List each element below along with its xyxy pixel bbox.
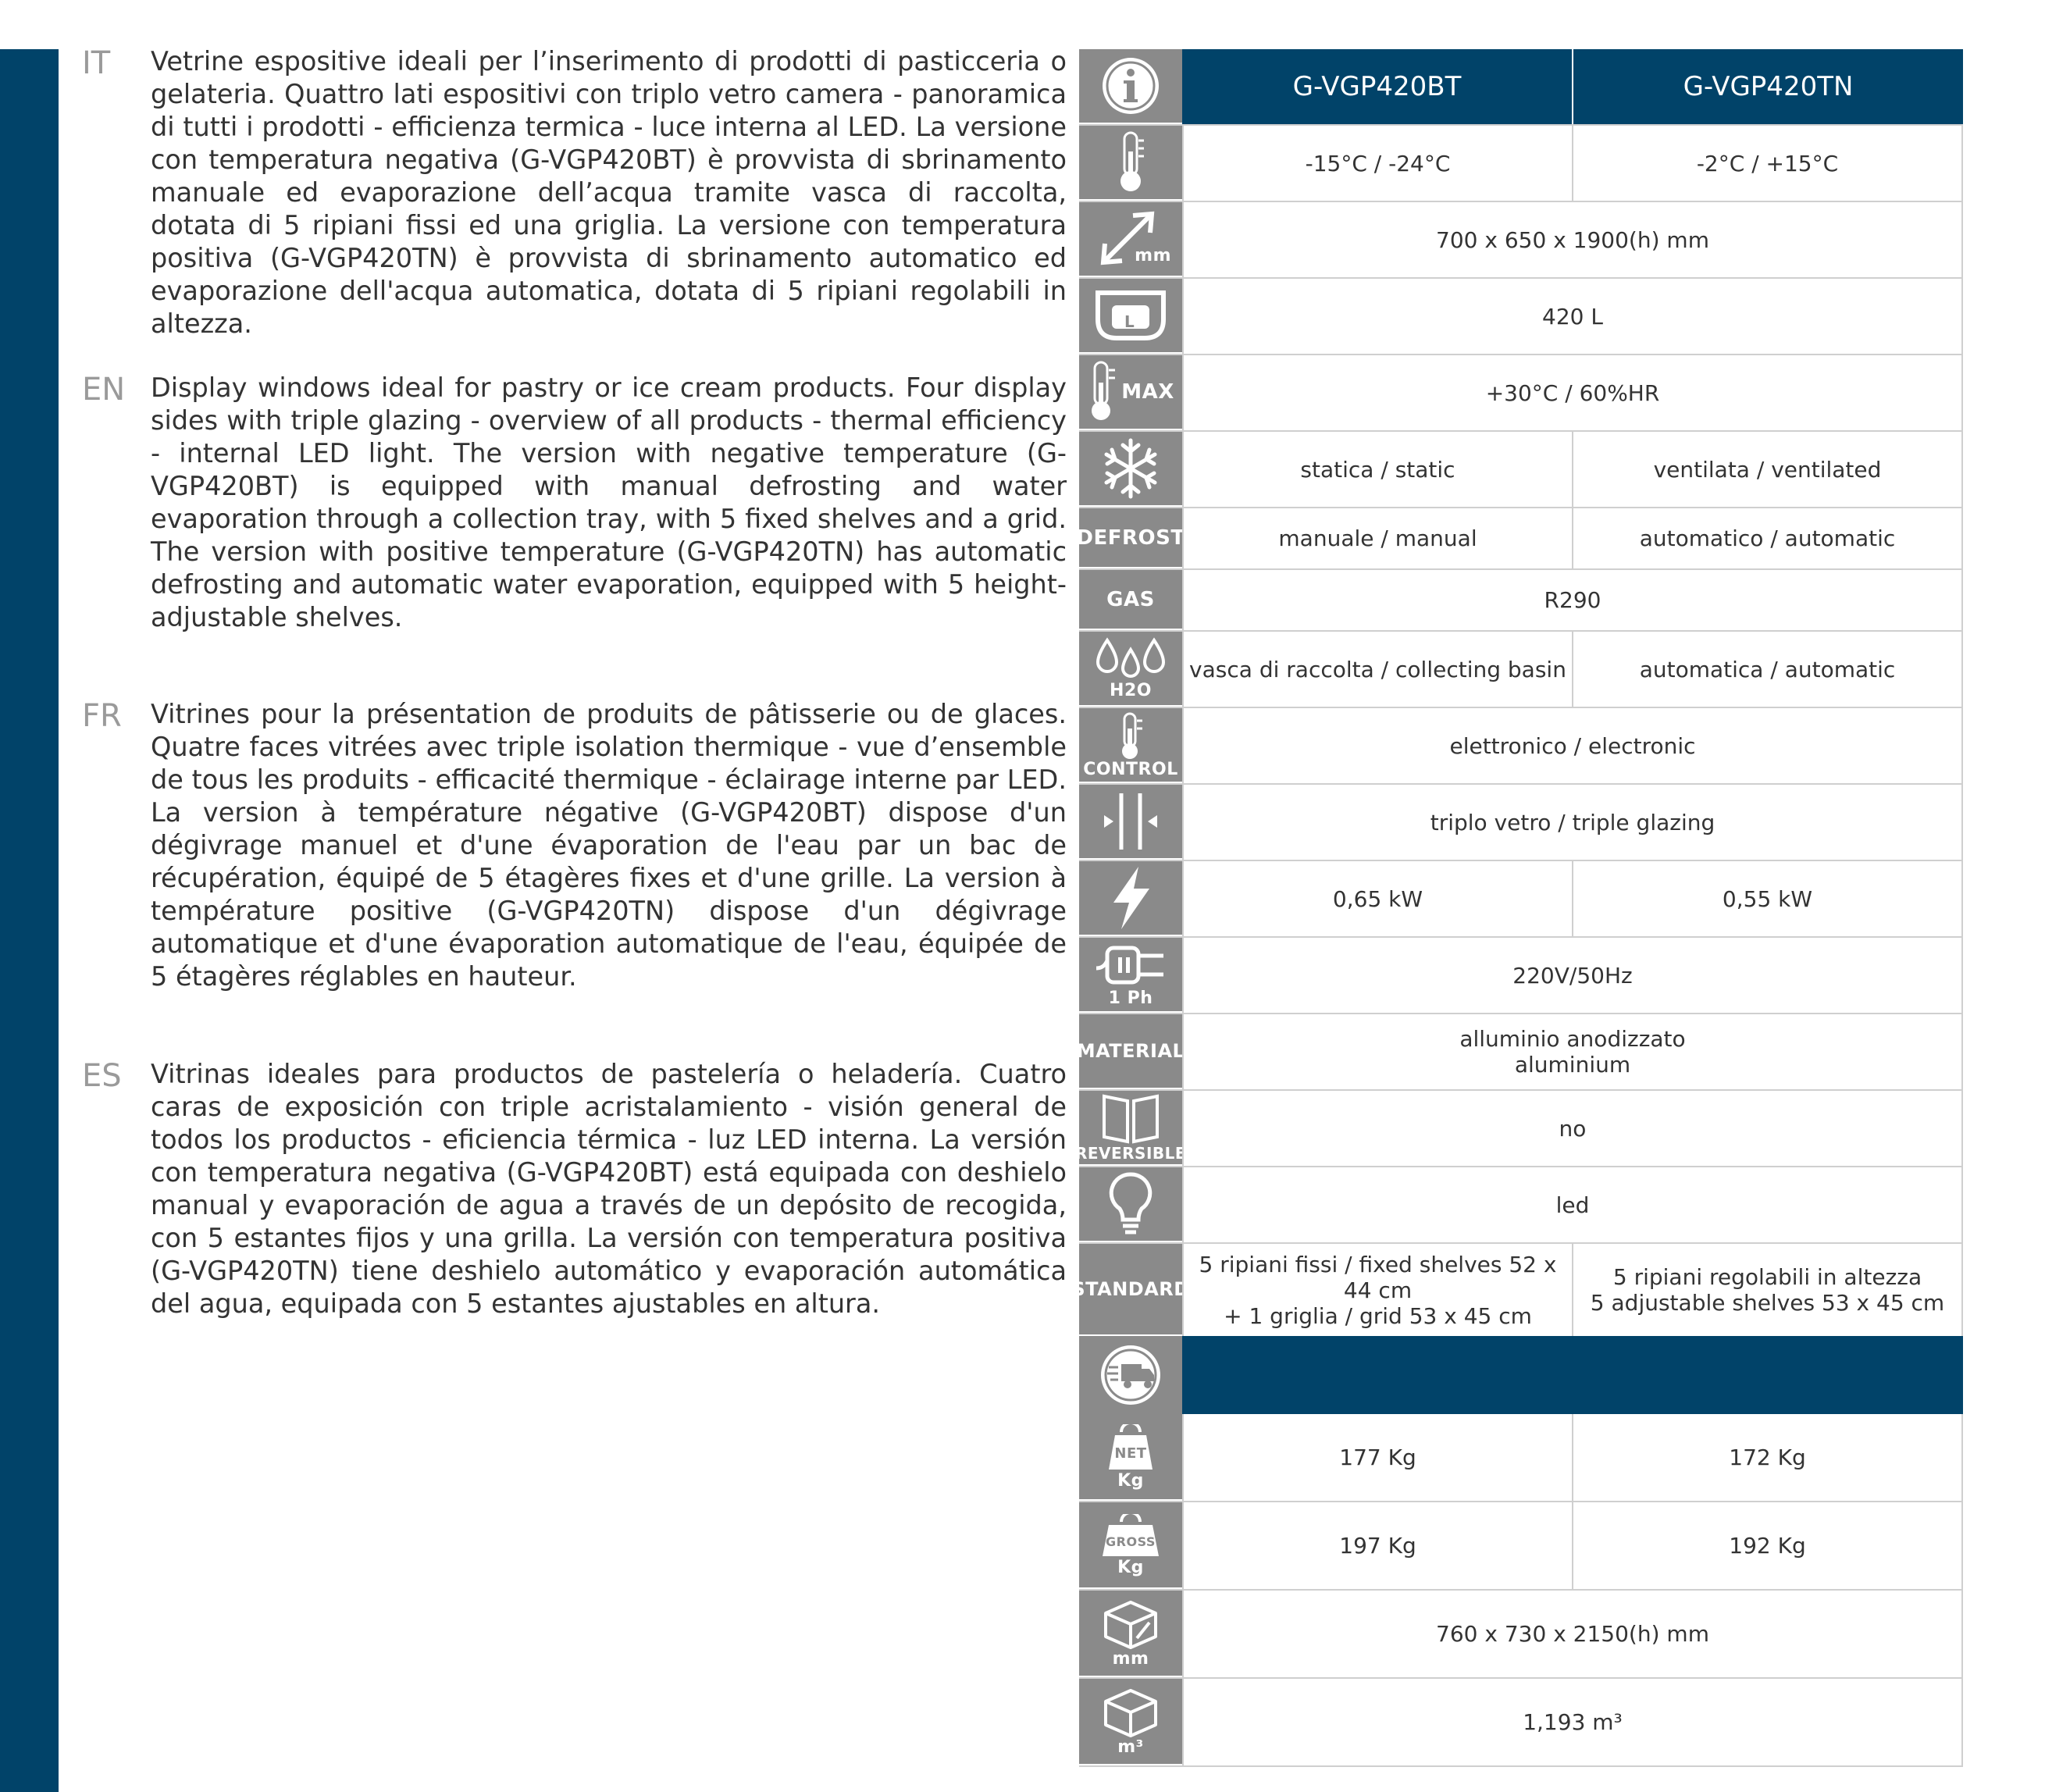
table-row — [1074, 1091, 1963, 1167]
icon-caption: MATERIAL — [1076, 1040, 1185, 1062]
shipping-band-fill — [1182, 1336, 1963, 1414]
spec-value: +30°C / 60%HR — [1182, 355, 1963, 430]
defrost-label — [1076, 508, 1185, 568]
glazing-icon — [1079, 785, 1182, 860]
icon-caption: H2O — [1110, 681, 1152, 700]
gas-label — [1079, 570, 1182, 630]
material-label — [1076, 1014, 1185, 1089]
snowflake-icon — [1079, 432, 1182, 507]
table-row — [1079, 1591, 1963, 1679]
plug-icon — [1079, 938, 1182, 1013]
icon-caption: mm — [1135, 246, 1171, 265]
spec-value: 700 x 650 x 1900(h) mm — [1182, 202, 1963, 277]
table-header-row — [1079, 49, 1963, 126]
control-icon — [1079, 708, 1182, 783]
spec-value: automatico / automatic — [1573, 508, 1963, 568]
table-row — [1079, 1167, 1963, 1244]
table-row — [1079, 861, 1963, 938]
description-paragraph: Display windows ideal for pastry or ice cream products. Four display sides with triple glazing - overview of all products - thermal efficiency - internal LED light. The version with negative temperature (G-VGP420BT) is equipped with manual defrosting and water evaporation through a collection tray, with 5 fixed shelves and a grid. The version with positive temperature (G-VGP420TN) has automatic defrosting and automatic water evaporation, equipped with 5 height-adjustable shelves. — [151, 372, 1067, 632]
table-row — [1079, 126, 1963, 202]
weight-badge: NET — [1114, 1445, 1147, 1462]
delivery-truck-icon — [1079, 1336, 1182, 1414]
description-paragraph: Vetrine espositive ideali per l’inserimento di prodotti di pasticceria o gelateria. Quattro lati espositivi con triplo vetro camera - panoramica di tutti i prodotti - efficienza termica - luce interna al LED. La versione con temperatura negativa (G-VGP420BT) è provvista di sbrinamento manuale ed evaporazione dell’acqua tramite vasca di raccolta, dotata di 5 ripiani fissi ed una griglia. La versione con temperatura positiva (G-VGP420TN) è provvista di sbrinamento automatico ed evaporazione dell'acqua automatica, dotata di 5 ripiani regolabili in altezza. — [151, 46, 1067, 339]
net-weight-icon — [1079, 1414, 1182, 1501]
icon-caption: STANDARD — [1071, 1278, 1190, 1300]
spec-value: led — [1182, 1167, 1963, 1242]
spec-value: 5 ripiani regolabili in altezza 5 adjustable shelves 53 x 45 cm — [1573, 1244, 1963, 1336]
language-code: IT — [82, 45, 111, 81]
description-texts — [82, 45, 1067, 1320]
table-row — [1079, 785, 1963, 861]
spec-value: 192 Kg — [1573, 1502, 1963, 1589]
spec-value: manuale / manual — [1182, 508, 1573, 568]
spec-value: 172 Kg — [1573, 1414, 1963, 1501]
language-code: FR — [82, 698, 122, 734]
table-row — [1079, 570, 1963, 632]
table-row — [1076, 1014, 1963, 1091]
spec-value: 0,65 kW — [1182, 861, 1573, 936]
icon-caption: CONTROL — [1083, 760, 1178, 779]
icon-caption: 1 Ph — [1108, 989, 1153, 1008]
capacity-icon — [1079, 279, 1182, 354]
thermometer-icon — [1079, 126, 1182, 201]
icon-caption: L — [1124, 312, 1135, 331]
table-row — [1079, 1679, 1963, 1767]
spec-value: 197 Kg — [1182, 1502, 1573, 1589]
table-row — [1076, 508, 1963, 570]
water-drops-icon — [1079, 632, 1182, 707]
spec-value: alluminio anodizzato aluminium — [1182, 1014, 1963, 1089]
package-dimensions-icon — [1079, 1591, 1182, 1677]
icon-caption: MAX — [1121, 380, 1174, 404]
language-code: ES — [82, 1058, 122, 1094]
table-row — [1079, 202, 1963, 279]
max-ambient-icon — [1079, 355, 1182, 430]
spec-value: -2°C / +15°C — [1573, 126, 1963, 201]
spec-value: vasca di raccolta / collecting basin — [1182, 632, 1573, 707]
model-header: G-VGP420TN — [1573, 49, 1963, 124]
icon-caption: GAS — [1106, 587, 1155, 611]
description-es — [82, 1058, 1067, 1320]
spec-value: elettronico / electronic — [1182, 708, 1963, 783]
spec-table — [1071, 49, 1963, 1767]
table-row — [1079, 1502, 1963, 1591]
description-en — [82, 372, 1067, 698]
spec-value: 220V/50Hz — [1182, 938, 1963, 1013]
package-volume-icon — [1079, 1679, 1182, 1765]
power-icon — [1079, 861, 1182, 936]
icon-caption: mm — [1112, 1648, 1149, 1669]
dimensions-icon — [1079, 202, 1182, 277]
description-fr — [82, 698, 1067, 1058]
weight-badge: GROSS — [1106, 1534, 1156, 1549]
spec-value: statica / static — [1182, 432, 1573, 507]
table-row — [1079, 355, 1963, 432]
icon-caption: Kg — [1117, 1557, 1144, 1577]
description-it — [82, 45, 1067, 372]
table-row — [1079, 708, 1963, 785]
info-icon — [1079, 49, 1182, 124]
table-row — [1071, 1244, 1963, 1336]
table-row — [1079, 279, 1963, 355]
table-row — [1079, 938, 1963, 1014]
table-row — [1079, 632, 1963, 708]
model-header: G-VGP420BT — [1182, 49, 1573, 124]
table-row — [1079, 432, 1963, 508]
spec-value: no — [1182, 1091, 1963, 1166]
table-row — [1079, 1414, 1963, 1502]
description-paragraph: Vitrines pour la présentation de produits de pâtisserie ou de glaces. Quatre faces vitrées avec triple isolation thermique - vue d’ensemble de tous les produits - efficacité thermique - éclairage interne par LED. La version à température négative (G-VGP420BT) dispose d'un dégivrage manuel et d'une évaporation de l'eau par un bac de récupération, équipé de 5 étagères fixes et d'une grille. La version à température positive (G-VGP420TN) dispose d'un dégivrage automatique et d'une évaporation automatique de l'eau, équipée de 5 étagères réglables en hauteur. — [151, 699, 1067, 992]
spec-value: 1,193 m³ — [1182, 1679, 1963, 1765]
spec-value: 5 ripiani fissi / fixed shelves 52 x 44 cm + 1 griglia / grid 53 x 45 cm — [1182, 1244, 1573, 1336]
spec-value: 420 L — [1182, 279, 1963, 354]
spec-value: -15°C / -24°C — [1182, 126, 1573, 201]
icon-caption: m³ — [1117, 1737, 1144, 1757]
gross-weight-icon — [1079, 1502, 1182, 1589]
spec-value: 0,55 kW — [1573, 861, 1963, 936]
shipping-header-band — [1079, 1336, 1963, 1414]
spec-value: triplo vetro / triple glazing — [1182, 785, 1963, 860]
left-accent-bar — [0, 49, 59, 1792]
icon-caption: REVERSIBLE — [1074, 1144, 1187, 1163]
description-paragraph: Vitrinas ideales para productos de pastelería o heladería. Cuatro caras de exposición con triple acristalamiento - visión general de todos los productos - eficiencia térmica - luz LED interna. La versión con temperatura negativa (G-VGP420BT) está equipada con deshielo manual y evaporación de agua a través de un depósito de recogida, con 5 estantes fijos y una grilla. La versión con temperatura positiva (G-VGP420TN) tiene deshielo automático y evaporación automática del agua, equipada con 5 estantes ajustables en altura. — [151, 1059, 1067, 1319]
icon-caption: Kg — [1117, 1470, 1144, 1491]
spec-value: automatica / automatic — [1573, 632, 1963, 707]
icon-caption: DEFROST — [1076, 525, 1185, 550]
spec-value: 177 Kg — [1182, 1414, 1573, 1501]
bulb-icon — [1079, 1167, 1182, 1242]
language-code: EN — [82, 372, 126, 408]
spec-value: ventilata / ventilated — [1573, 432, 1963, 507]
spec-value: 760 x 730 x 2150(h) mm — [1182, 1591, 1963, 1677]
standard-label — [1071, 1244, 1190, 1336]
reversible-icon — [1074, 1091, 1187, 1166]
spec-value: R290 — [1182, 570, 1963, 630]
